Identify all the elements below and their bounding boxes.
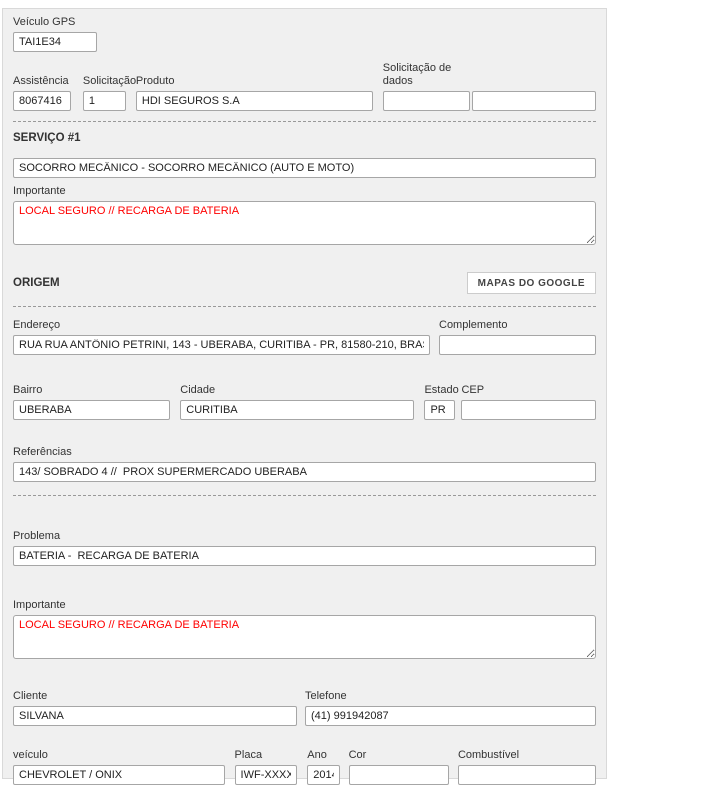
service-field [13,158,596,178]
dashed-separator [13,495,596,496]
vehicle-gps-input[interactable] [13,32,97,52]
cep-label: CEP [461,384,485,396]
plate-input[interactable] [235,765,298,785]
year-input[interactable] [307,765,339,785]
color-input[interactable] [349,765,449,785]
solicitation-input[interactable] [83,91,126,111]
neighborhood-label: Bairro [13,384,43,396]
complement-label: Complemento [439,319,508,331]
color-label: Cor [348,749,367,761]
service-important-field [13,185,596,248]
data-request-input-2[interactable] [472,91,596,111]
fuel-label: Combustível [457,749,520,761]
vehicle-label: veículo [13,749,48,761]
solicitation-field [82,75,137,111]
references-label: Referências [13,446,72,458]
important-field [13,599,596,662]
neighborhood-input[interactable] [13,400,170,420]
phone-input[interactable] [305,706,596,726]
solicitation-label: Solicitação [82,75,137,87]
problem-input[interactable] [13,546,596,566]
phone-label: Telefone [305,690,347,702]
service-important-textarea[interactable] [13,201,596,245]
address-label: Endereço [13,319,61,331]
address-field [13,319,430,355]
references-input[interactable] [13,462,596,482]
state-field [424,384,459,420]
assistance-label: Assistência [13,75,69,87]
service-heading: SERVIÇO #1 [13,132,81,144]
color-field [349,749,449,785]
vehicle-gps-field [13,16,97,52]
product-field [136,75,373,111]
city-input[interactable] [180,400,414,420]
cep-input[interactable] [461,400,596,420]
service-order-panel [2,8,607,779]
fuel-field [458,749,596,785]
plate-field [235,749,298,785]
year-field [307,749,339,785]
year-label: Ano [307,749,327,761]
city-field [180,384,414,420]
product-input[interactable] [136,91,373,111]
data-request-field [383,62,596,111]
references-field [13,446,596,482]
important-label: Importante [13,599,66,611]
origin-heading: ORIGEM [13,277,60,289]
data-request-label: Solicitação de dados [382,62,452,87]
google-maps-button[interactable]: MAPAS DO GOOGLE [467,272,596,294]
product-label: Produto [135,75,175,87]
complement-input[interactable] [439,335,596,355]
plate-label: Placa [234,749,263,761]
vehicle-gps-label: Veículo GPS [13,16,76,28]
cep-field [461,384,596,420]
vehicle-input[interactable] [13,765,225,785]
client-input[interactable] [13,706,297,726]
problem-field [13,530,596,566]
fuel-input[interactable] [458,765,596,785]
important-textarea[interactable] [13,615,596,659]
state-label: Estado [424,384,459,396]
neighborhood-field [13,384,170,420]
state-input[interactable] [424,400,455,420]
client-field [13,690,297,726]
complement-field [439,319,596,355]
service-input[interactable] [13,158,596,178]
phone-field [305,690,596,726]
data-request-input-1[interactable] [383,91,470,111]
assistance-field [13,75,71,111]
address-input[interactable] [13,335,430,355]
service-important-label: Importante [13,185,66,197]
vehicle-field [13,749,225,785]
problem-label: Problema [13,530,61,542]
client-label: Cliente [13,690,48,702]
city-label: Cidade [180,384,216,396]
dashed-separator [13,306,596,307]
assistance-input[interactable] [13,91,71,111]
dashed-separator [13,121,596,122]
